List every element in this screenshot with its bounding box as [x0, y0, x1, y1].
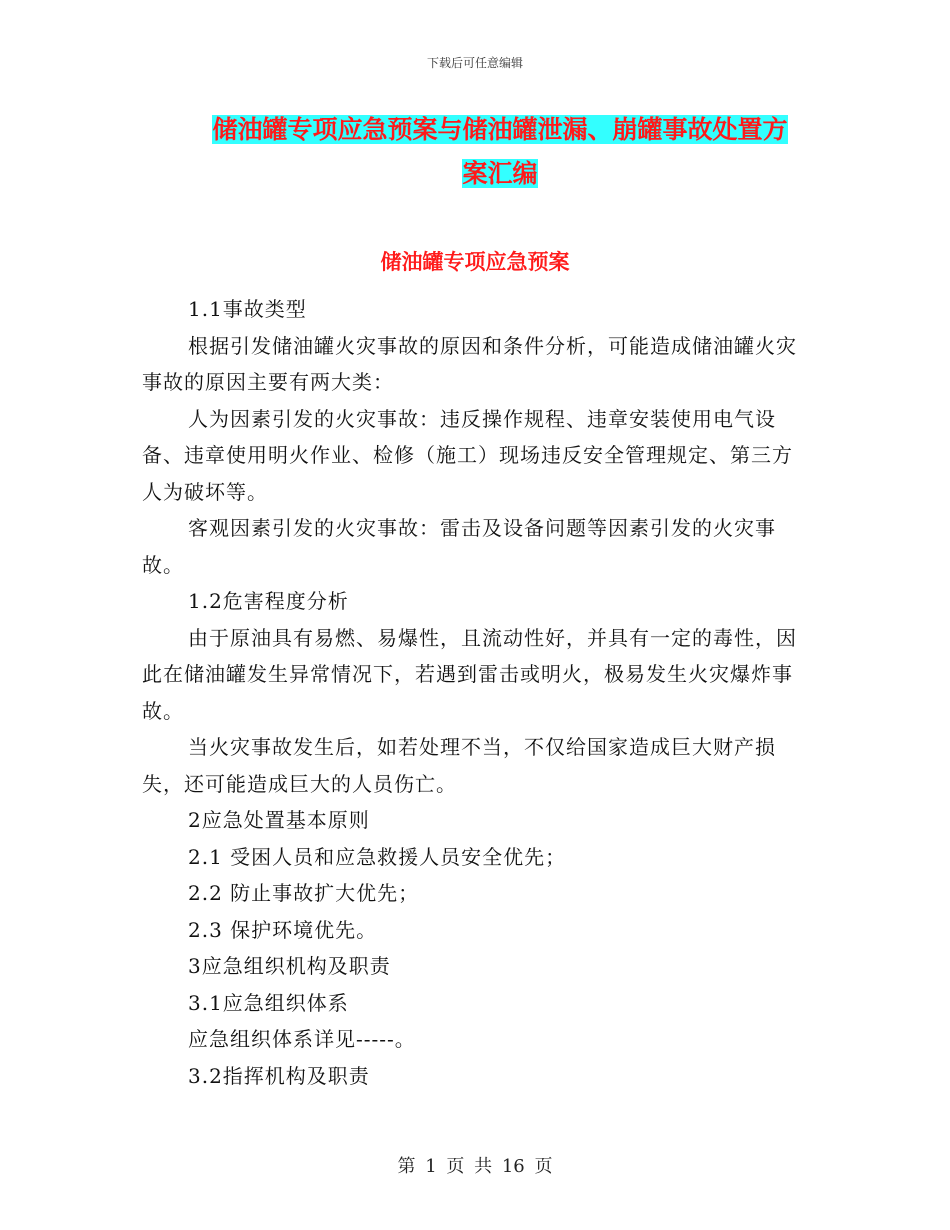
paragraph: 由于原油具有易燃、易爆性，且流动性好，并具有一定的毒性，因此在储油罐发生异常情况下，若遇到雷击或明火，极易发生火灾爆炸事故。	[142, 625, 797, 723]
heading-accident-type: 1.1事故类型	[188, 297, 307, 321]
list-item: 2.1 受困人员和应急救援人员安全优先；	[188, 844, 567, 869]
paragraph: 当火灾事故发生后，如若处理不当，不仅给国家造成巨大财产损失，还可能造成巨大的人员伤亡。	[142, 735, 776, 796]
heading-organization: 3应急组织机构及职责	[188, 954, 391, 978]
list-item: 2.2 防止事故扩大优先；	[188, 881, 420, 905]
document-title-line-2: 案汇编	[462, 159, 538, 188]
heading-hazard-analysis: 1.2危害程度分析	[188, 589, 349, 613]
page-header-note: 下载后可任意编辑	[426, 56, 523, 70]
document-body	[142, 291, 810, 1094]
list-item: 2.3 保护环境优先。	[188, 917, 378, 942]
heading-command: 3.2指挥机构及职责	[188, 1063, 370, 1088]
paragraph: 应急组织体系详见-----。	[188, 1027, 416, 1051]
heading-principles: 2应急处置基本原则	[188, 808, 370, 832]
paragraph: 根据引发储油罐火灾事故的原因和条件分析，可能造成储油罐火灾事故的原因主要有两大类：	[142, 333, 797, 394]
paragraph: 客观因素引发的火灾事故：雷击及设备问题等因素引发的火灾事故。	[142, 516, 776, 577]
heading-org-system: 3.1应急组织体系	[188, 990, 349, 1015]
section-title: 储油罐专项应急预案	[380, 250, 570, 274]
document-title-line-1: 储油罐专项应急预案与储油罐泄漏、崩罐事故处置方	[212, 115, 788, 144]
page-footer: 第 1 页 共 16 页	[397, 1156, 553, 1177]
document-title	[140, 108, 860, 196]
paragraph: 人为因素引发的火灾事故：违反操作规程、违章安装使用电气设备、违章使用明火作业、检修（施工）现场违反安全管理规定、第三方人为破坏等。	[142, 406, 793, 504]
